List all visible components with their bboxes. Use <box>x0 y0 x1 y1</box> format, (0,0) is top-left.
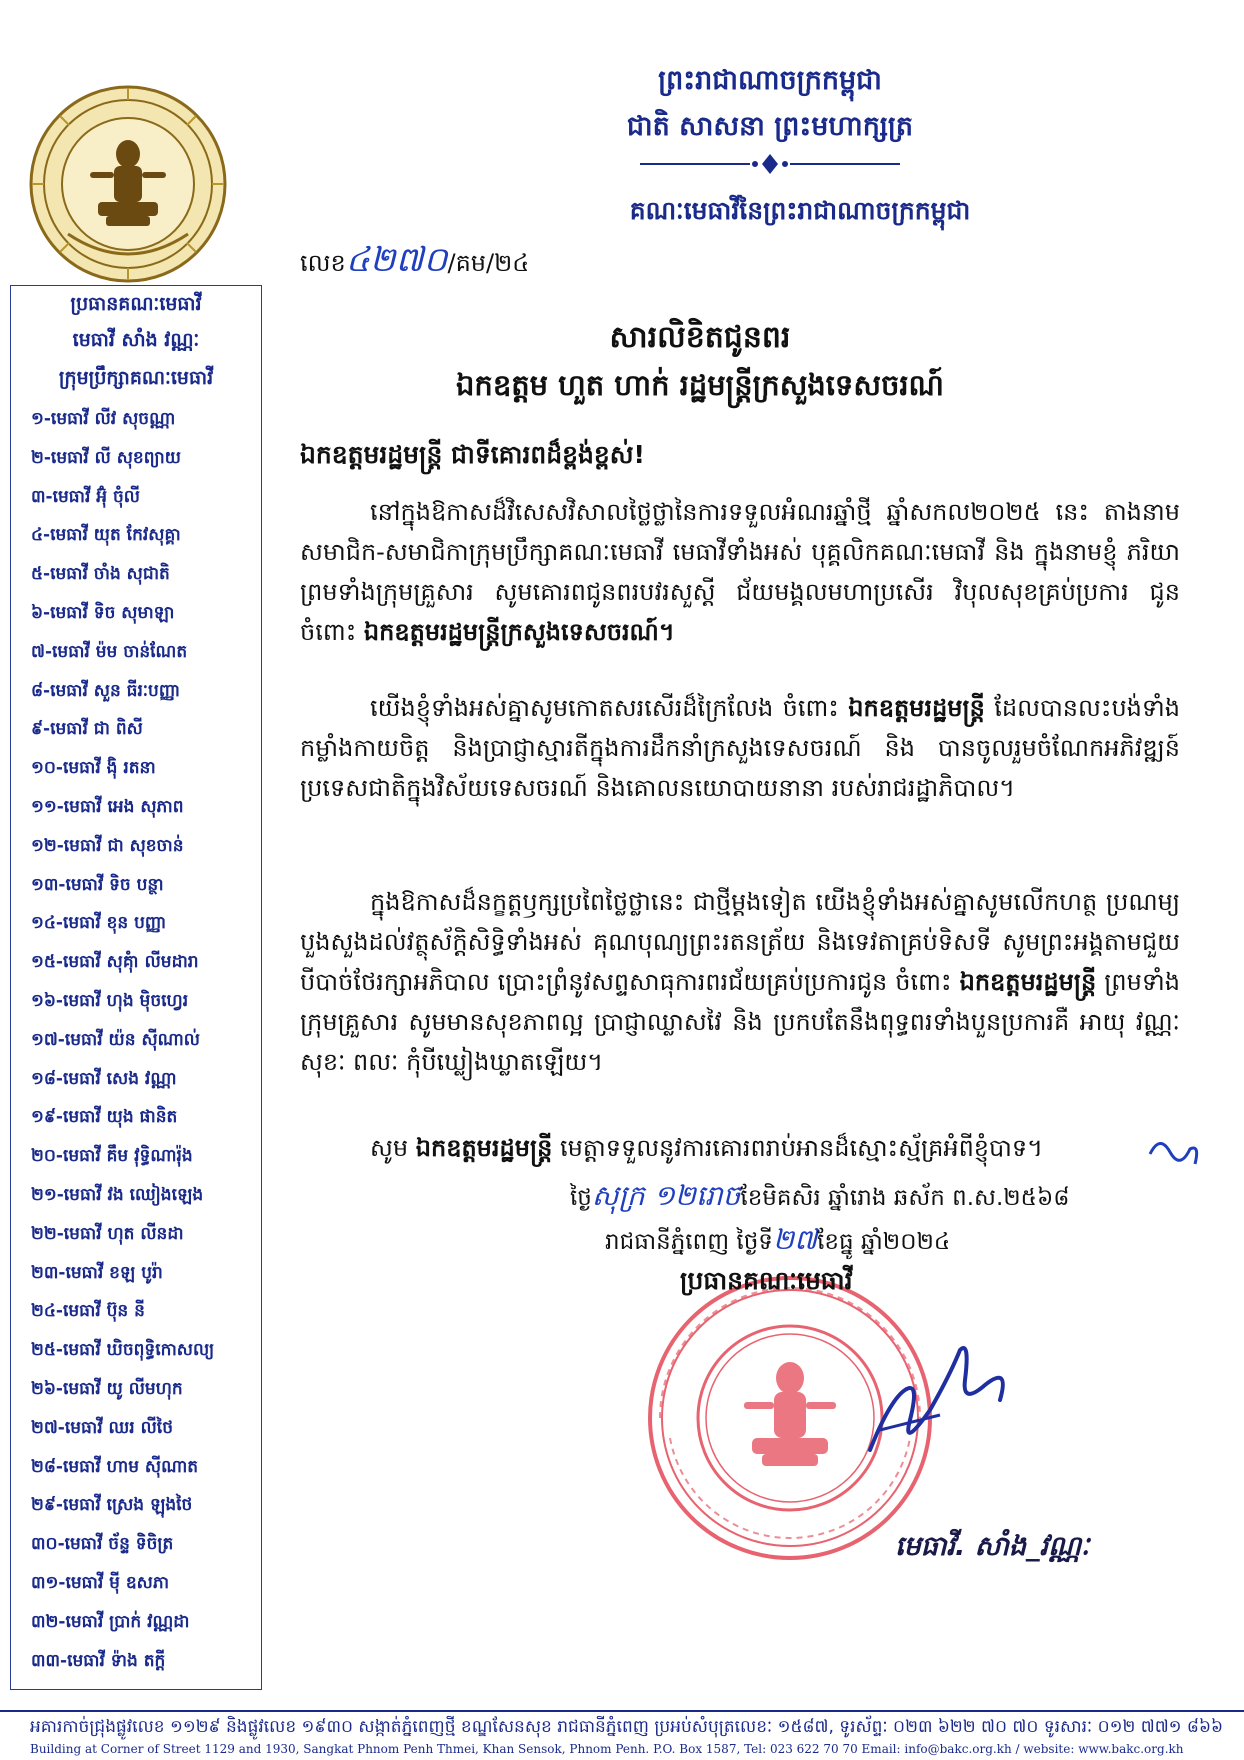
sidebar-member-item: ២៨-មេធាវី ហាម ស៊ីណាត <box>31 1456 199 1477</box>
sidebar-president-heading: ប្រធានគណៈមេធាវី <box>70 293 202 315</box>
paragraph-1 <box>300 492 1180 652</box>
sidebar-member-item: ១៥-មេធាវី សុគុំា លីមដារា <box>31 952 199 973</box>
kingdom-title: ព្រះរាជាណាចក្រកម្ពុជា <box>658 65 882 96</box>
paragraph-1-text: នៅក្នុងឱកាសដ៏វិសេសវិសាលថ្លៃថ្លានៃការទទួលអំណរឆ្នាំថ្មី ឆ្នាំសកល២០២៥ នេះ តាងនាមសមាជិក-សមាជិកាក្រុមប្រឹក្សាគណៈមេធាវី មេធាវីទាំងអស់ បុគ្គលិកគណៈមេធាវី និង ក្នុងនាមខ្ញុំ ភរិយា ព្រមទាំងក្រុមគ្រួសារ សូមគោរពជូនពរបវរសួស្តី ជ័យមង្គលមហាប្រសើរ វិបុលសុខគ្រប់ប្រការ ជូនចំពោះ <box>300 498 1180 646</box>
sidebar-member-item: ៧-មេធាវី ម៉ម ចាន់ណែត <box>31 641 188 662</box>
paragraph-4 <box>300 1128 1180 1168</box>
paragraph-3-bold: ឯកឧត្តមរដ្ឋមន្ត្រី <box>959 968 1097 996</box>
sidebar-member-item: ១២-មេធាវី ជា សុខចាន់ <box>31 835 184 856</box>
signatory-title: ប្រធានគណៈមេធាវី <box>680 1266 853 1295</box>
sidebar-member-item: ២៥-មេធាវី ឃិចពុទ្ធិកោសល្យ <box>31 1340 215 1361</box>
motto: ជាតិ សាសនា ព្រះមហាក្សត្រ <box>626 111 914 142</box>
sidebar-president-name: មេធាវី សាំង វណ្ណៈ <box>72 329 200 351</box>
sidebar-member-item: ៣២-មេធាវី ប្រាក់ វណ្ណដា <box>31 1611 190 1632</box>
lunar-date-suffix: ខែមិគសិរ ឆ្នាំរោង ឆស័ក ព.ស.២៥៦៨ <box>740 1185 1070 1211</box>
reference-suffix: /គម/២៤ <box>447 249 530 277</box>
letter-recipient: ឯកឧត្តម ហួត ហាក់ រដ្ឋមន្ត្រីក្រសួងទេសចរណ៍ <box>456 368 944 402</box>
sidebar-member-item: ១៤-មេធាវី ខុន បញ្ញា <box>31 913 167 934</box>
paragraph-3-text-b: ព្រមទាំងក្រុមគ្រួសារ សូមមានសុខភាពល្អ ប្រាជ្ញាឈ្លាសវៃ និង ប្រកបតែនឹងពុទ្ធពរទាំងបួនប្រការគឺ អាយុ វណ្ណៈ សុខៈ ពលៈ កុំបីឃ្លៀងឃ្លាតឡើយ។ <box>300 968 1180 1076</box>
lunar-date-handwritten: សុក្រ ១២រោច <box>591 1179 741 1212</box>
place-date <box>605 1222 950 1263</box>
sidebar-member-item: ៥-មេធាវី ចាំង សុជាតិ <box>31 564 170 585</box>
salutation: ឯកឧត្តមរដ្ឋមន្ត្រី ជាទីគោរពដ៏ខ្ពង់ខ្ពស់! <box>300 440 645 469</box>
sidebar-council-heading: ក្រុមប្រឹក្សាគណៈមេធាវី <box>58 367 214 389</box>
footer-address-khmer: អគារកាច់ជ្រុងផ្លូវលេខ ១១២៩ និងផ្លូវលេខ ១៩៣០ សង្កាត់ភ្នំពេញថ្មី ខណ្ឌសែនសុខ រាជធានីភ្នំពេញ ប្រអប់សំបុត្រលេខៈ ១៥៨៧, ទូរស័ព្ទៈ ០២៣ ៦២២ ៧០ ៧០ ទូរសារៈ ០១២ ៧៧១ ៨៦៦ <box>30 1717 1224 1737</box>
place-date-suffix: ខែធ្នូ ឆ្នាំ២០២៤ <box>817 1229 951 1255</box>
paragraph-2-bold: ឯកឧត្តមរដ្ឋមន្ត្រី <box>848 694 985 722</box>
sidebar-member-item: ៦-មេធាវី ទិច សុមាឡា <box>31 603 175 623</box>
sidebar-member-item: ៩-មេធាវី ជា ពិសី <box>31 719 143 740</box>
sidebar-member-item: ១០-មេធាវី ង៉ិ រតនា <box>31 758 156 779</box>
sidebar-member-item: ៨-មេធាវី សួន ធីរៈបញ្ញា <box>31 680 181 701</box>
place-date-prefix: រាជធានីភ្នំពេញ ថ្ងៃទី <box>605 1229 773 1255</box>
paragraph-3-text-a: ក្នុងឱកាសដ៏នក្ខត្តឫក្សប្រពៃថ្លៃថ្លានេះ ជាថ្មីម្តងទៀត យើងខ្ញុំទាំងអស់គ្នាសូមលើកហត្ថ ប្រណម្យបួងសួងដល់វត្ថុស័ក្តិសិទ្ធិទាំងអស់ គុណបុណ្យព្រះរតនត្រ័យ និងទេវតាគ្រប់ទិសទី សូមព្រះអង្គតាមជួយបីបាច់ថែរក្សាអភិបាល ប្រោះព្រំនូវសព្ទសាធុការពរជ័យគ្រប់ប្រការជូន ចំពោះ <box>300 888 1180 996</box>
paragraph-4-text-a: សូម <box>370 1134 409 1162</box>
council-sidebar <box>10 285 262 1690</box>
reference-handwritten-number: ៤២៧០ <box>345 240 448 280</box>
sidebar-member-item: ២២-មេធាវី ហុត លីនដា <box>31 1223 184 1244</box>
sidebar-member-item: ៣១-មេធាវី ម៉ី ឧសភា <box>31 1573 170 1593</box>
sidebar-member-item: ២៣-មេធាវី ខឡ បូរ៉ា <box>31 1262 163 1283</box>
lunar-date-prefix: ថ្ងៃ <box>570 1185 592 1211</box>
lunar-date <box>570 1178 1070 1219</box>
handwritten-initial-mark <box>1145 1124 1205 1174</box>
bar-association-emblem <box>28 84 228 284</box>
ornament-divider <box>630 152 910 176</box>
paragraph-3 <box>300 882 1180 1082</box>
footer-divider <box>0 1710 1244 1712</box>
reference-number <box>300 238 529 288</box>
sidebar-member-item: ៣០-មេធាវី ច័ន្ទ ទិចិត្រ <box>31 1534 174 1555</box>
sidebar-member-item: ៣-មេធាវី អ៊ុំ ចុំលី <box>31 486 140 507</box>
reference-prefix: លេខ <box>300 249 346 277</box>
sidebar-member-item: ២៤-មេធាវី ប៊ុន នី <box>31 1301 145 1322</box>
paragraph-1-bold: ឯកឧត្តមរដ្ឋមន្ត្រីក្រសួងទេសចរណ៍។ <box>363 618 675 646</box>
signatory-name: មេធាវី. សាំង_វណ្ណៈ <box>895 1531 1090 1562</box>
sidebar-member-item: ២១-មេធាវី វង ឈៀងឡេង <box>31 1185 204 1205</box>
sidebar-member-item: ៤-មេធាវី យុត កែវសុគ្គា <box>31 525 181 546</box>
sidebar-member-item: ២៩-មេធាវី ស្រេង ឡុងថៃ <box>31 1495 193 1516</box>
sidebar-member-item: ៣៣-មេធាវី ទ៉ាង តក្តី <box>31 1650 166 1671</box>
paragraph-4-text-b: មេត្តាទទួលនូវការគោរពរាប់អានដ៏ស្មោះស្ម័គ្រអំពីខ្ញុំបាទ។ <box>560 1134 1043 1162</box>
letter-title: សារលិខិតជូនពរ <box>609 320 791 355</box>
sidebar-member-item: ២-មេធាវី លី សុខព្យាយ <box>31 447 181 468</box>
paragraph-2-text-b: ដែលបានលះបង់ទាំងកម្លាំងកាយចិត្ត និងប្រាជ្ញាស្មារតីក្នុងការដឹកនាំក្រសួងទេសចរណ៍ និង បានចូលរួមចំណែកអភិវឌ្ឍន៍ប្រទេសជាតិក្នុងវិស័យទេសចរណ៍ និងគោលនយោបាយនានា របស់រាជរដ្ឋាភិបាល។ <box>300 694 1180 802</box>
sidebar-member-item: ២៧-មេធាវី ឈរ លីថៃ <box>31 1417 173 1438</box>
sidebar-member-item: ២៦-មេធាវី យូ លីមហុក <box>31 1379 183 1399</box>
handwritten-signature <box>860 1330 1030 1470</box>
footer-address-english: Building at Corner of Street 1129 and 1930, Sangkat Phnom Penh Thmei, Khan Sensok, Phnom Penh. P.O. Box 1587, Tel: 023 622 70 70 Email: info@bakc.org.kh / website: www.bakc.org.kh <box>30 1742 1184 1756</box>
sidebar-member-item: ១៧-មេធាវី យ៉ន ស៊ីណាល់ <box>31 1029 200 1050</box>
sidebar-member-item: ២០-មេធាវី គឹម វុទ្ធិណារ៉ុង <box>31 1146 193 1167</box>
place-date-day: ២៧ <box>772 1223 818 1256</box>
paragraph-2-text-a: យើងខ្ញុំទាំងអស់គ្នាសូមកោតសរសើរដ៏ក្រៃលែង ចំពោះ <box>370 694 839 722</box>
sidebar-member-item: ១៨-មេធាវី សេង វណ្ណា <box>31 1068 177 1089</box>
sidebar-member-item: ១៣-មេធាវី ទិច បន្ថា <box>31 874 164 895</box>
sidebar-member-item: ១-មេធាវី លីវ សុចណ្ណា <box>31 409 176 429</box>
sidebar-member-item: ១១-មេធាវី អេង សុភាព <box>31 797 184 817</box>
paragraph-4-bold: ឯកឧត្តមរដ្ឋមន្ត្រី <box>415 1134 553 1162</box>
paragraph-2 <box>300 688 1180 808</box>
sidebar-member-item: ១៩-មេធាវី យុង ផានិត <box>31 1107 178 1128</box>
sidebar-member-item: ១៦-មេធាវី ហុង ម៉ិចហ្វេរ <box>31 991 189 1011</box>
bar-association-title: គណៈមេធាវីនៃព្រះរាជាណាចក្រកម្ពុជា <box>629 196 971 225</box>
